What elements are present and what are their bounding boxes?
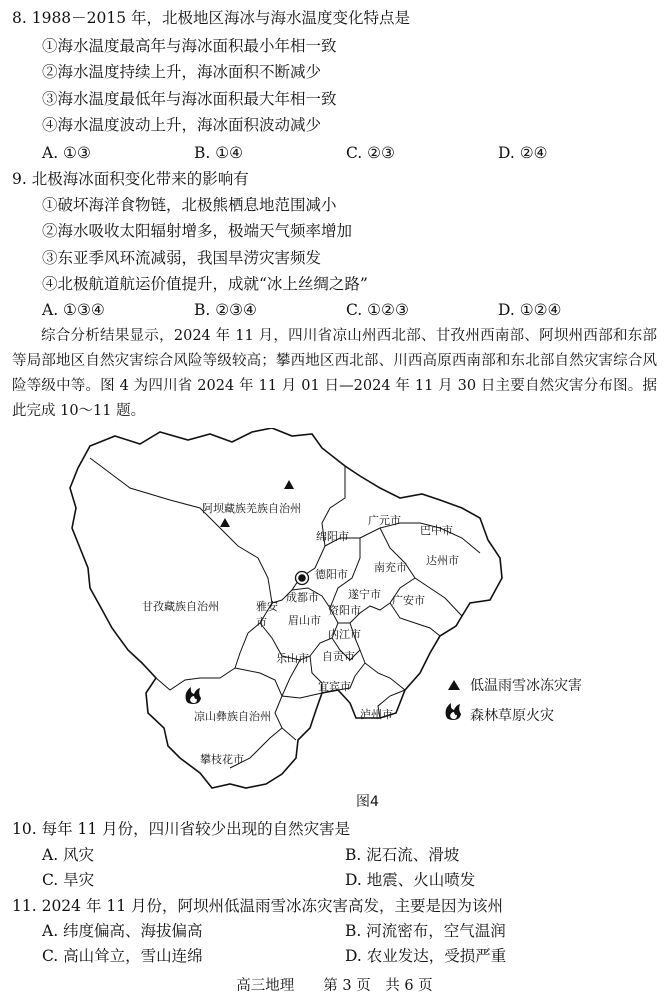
- label-suining: 遂宁市: [348, 588, 381, 601]
- label-luzhou: 泸州市: [360, 708, 393, 721]
- q10-options-row1: [42, 845, 642, 867]
- capital-marker-icon: [296, 572, 309, 585]
- label-leshan: 乐山市: [276, 652, 309, 665]
- q8-statement-1: ①海水温度最高年与海冰面积最小年相一致: [42, 37, 337, 55]
- q9-statement-2: ②海水吸收太阳辐射增多，极端天气频率增加: [42, 222, 353, 240]
- label-meishan: 眉山市: [288, 614, 321, 627]
- label-nanchong: 南充市: [374, 561, 407, 574]
- q8-statement-2: ②海水温度持续上升，海冰面积不断减少: [42, 63, 322, 81]
- q8-option-a: A. ①③: [42, 144, 91, 162]
- label-neijiang: 内江市: [328, 628, 361, 641]
- q9-option-a: A. ①③④: [42, 301, 105, 319]
- label-ganzi: 甘孜藏族自治州: [142, 600, 219, 613]
- q11-option-b: B. 河流密布，空气温润: [345, 922, 506, 940]
- label-liangshan: 凉山彝族自治州: [194, 710, 271, 723]
- label-ziyang: 资阳市: [328, 604, 361, 617]
- label-deyang: 德阳市: [315, 568, 348, 581]
- label-yaan-2: 市: [256, 616, 267, 629]
- q9-option-d: D. ①②④: [498, 301, 562, 319]
- q9-stem: 9. 北极海冰面积变化带来的影响有: [12, 170, 249, 188]
- map-svg: [60, 428, 640, 813]
- q10-options-row2: [42, 870, 642, 892]
- q10-option-b: B. 泥石流、滑坡: [345, 846, 460, 864]
- legend-fire-label: 森林草原火灾: [470, 708, 554, 724]
- label-chengdu: 成都市: [286, 591, 319, 604]
- q9-option-b: B. ②③④: [194, 301, 257, 319]
- label-mianyang: 绵阳市: [316, 530, 349, 543]
- label-guangyuan: 广元市: [368, 514, 401, 527]
- q9-statement-1: ①破坏海洋食物链，北极熊栖息地范围减小: [42, 196, 337, 214]
- q9-statement-4: ④北极航道航运价值提升，成就“冰上丝绸之路”: [42, 275, 368, 293]
- label-yaan: 雅安: [256, 600, 278, 613]
- legend-cold-label: 低温雨雪冰冻灾害: [470, 678, 582, 694]
- q11-option-a: A. 纬度偏高、海拔偏高: [42, 922, 203, 940]
- q11-options-row2: [42, 946, 642, 968]
- q11-stem: 11. 2024 年 11 月份，阿坝州低温雨雪冰冻灾害高发，主要是因为该州: [12, 897, 504, 915]
- figure-caption: 图4: [356, 794, 379, 810]
- q9-options: [42, 300, 642, 322]
- label-guangan: 广安市: [392, 594, 425, 607]
- q8-statement-3: ③海水温度最低年与海冰面积最大年相一致: [42, 90, 337, 108]
- q11-option-d: D. 农业发达，受损严重: [345, 947, 507, 965]
- q9-statement-3: ③东亚季风环流减弱，我国旱涝灾害频发: [42, 249, 322, 267]
- q11-option-c: C. 高山耸立，雪山连绵: [42, 947, 203, 965]
- q8-statement-4: ④海水温度波动上升，海冰面积波动减少: [42, 116, 322, 134]
- label-yibin: 宜宾市: [318, 680, 351, 693]
- q10-option-c: C. 旱灾: [42, 871, 95, 889]
- triangle-icon: [448, 680, 460, 690]
- q8-option-d: D. ②④: [498, 144, 548, 162]
- intro-paragraph: 综合分析结果显示，2024 年 11 月，四川省凉山州西北部、甘孜州西南部、阿坝州西部和东部等局部地区自然灾害综合风险等级较高；攀西地区西北部、川西高原西南部和东北部自然灾害综合风险等级中等。图 4 为四川省 2024 年 11 月 01 日—2024 年 11 月 30 日主要自然灾害分布图。据此完成 10～11 题。: [12, 328, 657, 419]
- q10-stem: 10. 每年 11 月份，四川省较少出现的自然灾害是: [12, 820, 351, 838]
- page-footer: 高三地理 第 3 页 共 6 页: [236, 978, 433, 994]
- q10-option-d: D. 地震、火山喷发: [345, 871, 476, 889]
- label-bazhong: 巴中市: [420, 524, 453, 537]
- sichuan-disaster-map: [60, 428, 640, 813]
- q10-option-a: A. 风灾: [42, 846, 95, 864]
- label-zigong: 自贡市: [322, 650, 355, 663]
- map-legend: [446, 677, 582, 724]
- q9-option-c: C. ①②③: [346, 301, 409, 319]
- province-outline: [70, 428, 502, 788]
- label-panzhihua: 攀枝花市: [200, 753, 244, 766]
- q8-options: [42, 143, 642, 165]
- label-aba: 阿坝藏族羌族自治州: [202, 502, 301, 515]
- q11-options-row1: [42, 921, 642, 943]
- fire-icon: [446, 703, 461, 720]
- q8-option-c: C. ②③: [346, 144, 395, 162]
- q8-option-b: B. ①④: [194, 144, 244, 162]
- label-dazhou: 达州市: [426, 554, 459, 567]
- q8-stem: 8. 1988－2015 年，北极地区海冰与海水温度变化特点是: [12, 9, 411, 27]
